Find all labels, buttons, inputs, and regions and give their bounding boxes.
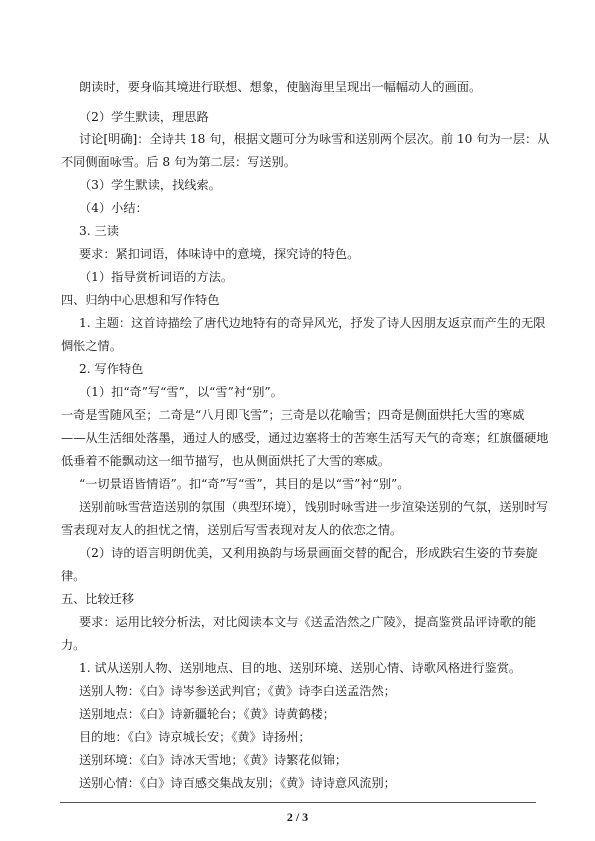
text-line: 惆怅之情。 [61,339,122,353]
text-line: 要求：运用比较分析法，对比阅读本文与《送孟浩然之广陵》，提高鉴赏品评诗歌的能 [79,615,537,629]
text-line: （3）学生默读，找线索。 [79,178,221,192]
text-line: （1）扣“奇”写“雪”，以“雪”衬“别”。 [79,385,283,399]
text-line: 送别环境：《白》诗冰天雪地；《黄》诗繁花似锦； [79,753,348,767]
text-line: 力。 [61,638,86,652]
text-line: ——从生活细处落墨，通过人的感受，通过边塞将士的苦寒生活写天气的奇寒；红旗僵硬地 [61,431,549,445]
text-line: （1）指导赏析词语的方法。 [79,270,234,284]
text-line: 送别人物：《白》诗岑参送武判官；《黄》诗李白送孟浩然； [79,684,396,698]
text-line: 不同侧面咏雪。后 8 句为第二层：写送别。 [61,155,296,169]
text-line: 3. 三读 [79,224,119,238]
text-line: 一奇是雪随风至；二奇是“八月即飞雪”；三奇是以花喻雪；四奇是侧面烘托大雪的寒威 [61,408,525,422]
text-line: 送别心情：《白》诗百感交集战友别；《黄》诗诗意风流别； [79,776,396,790]
text-line: （4）小结： [79,201,148,215]
text-line: 雪表现对友人的担忧之情，送别后写雪表现对友人的依恋之情。 [61,523,403,537]
text-line: “一切景语皆情语”。扣“奇”写“雪”，其目的是以“雪”衬“别”。 [79,477,410,491]
footer-divider [60,802,536,803]
text-line: 2. 写作特色 [79,362,144,376]
section-heading: 四、归纳中心思想和写作特色 [61,293,220,307]
text-line: 讨论[明确]：全诗共 18 句，根据文题可分为咏雪和送别两个层次。前 10 句为一层：从 [79,132,550,146]
text-line: （2）诗的语言明朗优美，又利用换韵与场景画面交替的配合，形成跌宕生姿的节奏旋 [79,546,538,560]
text-line: 律。 [61,569,86,583]
section-heading: 五、比较迁移 [61,592,135,606]
text-line: 目的地：《白》诗京城长安；《黄》诗扬州； [79,730,311,744]
text-line: 送别前咏雪营造送别的氛围（典型环境），饯别时咏雪进一步渲染送别的气氛，送别时写 [79,500,549,514]
text-line: （2）学生默读，理思路 [79,110,209,124]
page-number: 2 / 3 [286,810,309,824]
text-line: 1. 主题：这首诗描绘了唐代边地特有的奇异风光，抒发了诗人因朋友返京而产生的无限 [79,316,546,330]
text-line: 要求：紧扣词语，体味诗中的意境，探究诗的特色。 [79,247,360,261]
text-line: 1. 试从送别人物、送别地点、目的地、送别环境、送别心情、诗歌风格进行鉴赏。 [79,661,522,675]
text-line: 朗读时，要身临其境进行联想、想象，使脑海里呈现出一幅幅动人的画面。 [79,80,482,94]
text-line: 送别地点：《白》诗新疆轮台；《黄》诗黄鹤楼； [79,707,335,721]
text-line: 低垂着不能飘动这一细节描写，也从侧面烘托了大雪的寒威。 [61,454,391,468]
